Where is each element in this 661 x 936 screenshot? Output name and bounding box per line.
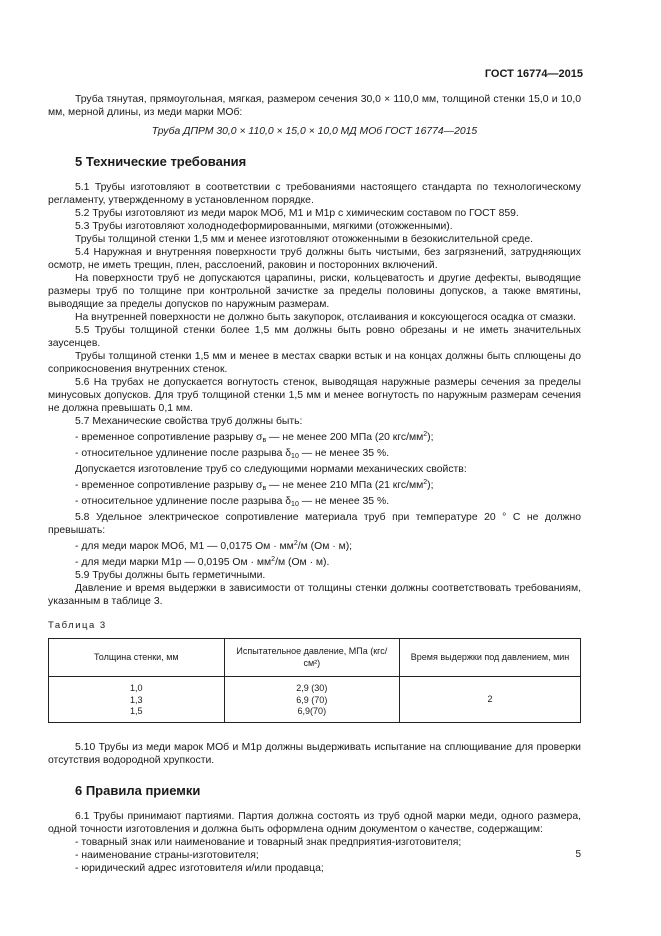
standard-code: ГОСТ 16774—2015 (484, 68, 583, 80)
paragraph-5-4: 5.4 Наружная и внутренняя поверхности труб должны быть чистыми, без загрязнений, затрудняющих осмотр, не иметь трещин, плен, расслоений, раковин и посторонних включений. (48, 247, 581, 271)
list-item: - юридический адрес изготовителя и/или продавца; (75, 862, 324, 874)
page-content (48, 93, 581, 875)
paragraph-5-4c: На внутренней поверхности не должно быть закупорок, отслаивания и коксующегося осадка от смазки. (75, 312, 577, 323)
list-item: - наименование страны-изготовителя; (75, 849, 259, 861)
time-cell: 2 (400, 677, 581, 723)
section-6-title: 6 Правила приемки (75, 782, 201, 798)
list-item: - для меди марок МОб, М1 — 0,0175 Ом · $мм^2/м$ (Ом · м); (75, 540, 353, 552)
paragraph-5-1: 5.1 Трубы изготовляют в соответствии с требованиями настоящего стандарта по технологическому регламенту, утвержденному в установленном порядке. (48, 182, 581, 206)
page-number: 5 (575, 849, 581, 860)
list-item: - для меди марки М1р — 0,0195 Ом · $мм^2/м$ (Ом · м). (75, 556, 330, 568)
table-caption: Таблица 3 (48, 620, 107, 631)
paragraph-5-7: 5.7 Механические свойства труб должны быть: (75, 416, 303, 427)
list-item: - относительное удлинение после разрыва $\delta_{10}$ — не менее 35 %. (75, 448, 390, 460)
paragraph-5-3: 5.3 Трубы изготовляют холоднодеформированными, мягкими (отожженными). (75, 221, 453, 232)
paragraph-5-3b: Трубы толщиной стенки 1,5 мм и менее изготовляют отожженными в безокислительной среде. (75, 234, 533, 245)
pressure-cell: 2,9 (30) 6,9 (70) 6,9(70) (224, 677, 400, 723)
paragraph-5-9b: Давление и время выдержки в зависимости от толщины стенки должны соответствовать требованиям, указанным в таблице 3. (48, 583, 581, 607)
table-row (49, 677, 581, 723)
header-pressure: Испытательное давление, МПа (кгс/см²) (224, 639, 400, 677)
paragraph-5-5b: Трубы толщиной стенки 1,5 мм и менее в местах сварки встык и на концах должны быть сплющены до соприкосновения внутренних стенок. (48, 351, 581, 375)
example-text: Труба тянутая, прямоугольная, мягкая, размером сечения 30,0 × 110,0 мм, толщиной стенки 15,0 и 10,0 мм, мерной длины, из меди марки МОб: (48, 94, 581, 118)
list-item: - товарный знак или наименование и товарный знак предприятия-изготовителя; (75, 836, 462, 848)
list-item: - относительное удлинение после разрыва $\delta_{10}$ — не менее 35 %. (75, 496, 390, 508)
header-thickness: Толщина стенки, мм (49, 639, 225, 677)
paragraph-6-1: 6.1 Трубы принимают партиями. Партия должна состоять из труб одной марки меди, одного размера, одной точности изготовления и должна быть оформлена одним документом о качестве, содержащим: (48, 810, 581, 835)
paragraph-5-4b: На поверхности труб не допускаются царапины, риски, кольцеватость и другие дефекты, выводящие размеры труб по толщине при контрольной зачистке за пределы половины допусков, а также вмятины, выводящие за пределы допусков по наружным размерам. (48, 273, 581, 310)
list-item: - временное сопротивление разрыву $\sigma_в$ — не менее 210 МПа (21 кгс/$мм^2$); (75, 479, 434, 492)
paragraph-5-8: 5.8 Удельное электрическое сопротивление материала труб при температуре 20 ° С не должно превышать: (48, 512, 581, 536)
header-time: Время выдержки под давлением, мин (400, 639, 581, 677)
paragraph-5-10: 5.10 Трубы из меди марок МОб и М1р должны выдерживать испытание на сплющивание для проверки отсутствия водородной хрупкости. (48, 741, 581, 766)
paragraph-5-7b: Допускается изготовление труб со следующими нормами механических свойств: (75, 464, 467, 475)
list-item: - временное сопротивление разрыву $\sigma_в$ — не менее 200 МПа (20 кгс/$мм^2$); (75, 431, 434, 444)
paragraph-5-9: 5.9 Трубы должны быть герметичными. (75, 570, 266, 581)
paragraph-5-2: 5.2 Трубы изготовляют из меди марок МОб, М1 и М1р с химическим составом по ГОСТ 859. (75, 208, 519, 219)
thickness-cell: 1,0 1,3 1,5 (49, 677, 225, 723)
paragraph-5-6: 5.6 На трубах не допускается вогнутость стенок, выводящая наружные размеры сечения за пределы минусовых допусков. Для труб толщиной стенки 1,5 мм и менее вогнутость по наружным размерам сечения не должна превышать 0,1 мм. (48, 377, 581, 414)
section-5-title: 5 Технические требования (75, 154, 247, 169)
table-header-row (49, 639, 581, 677)
paragraph-5-5: 5.5 Трубы толщиной стенки более 1,5 мм должны быть ровно обрезаны и не иметь значительных заусенцев. (48, 325, 581, 349)
table-3 (48, 638, 581, 723)
example-designation: Труба ДПРМ 30,0 × 110,0 × 15,0 × 10,0 МД МОб ГОСТ 16774—2015 (151, 126, 478, 137)
